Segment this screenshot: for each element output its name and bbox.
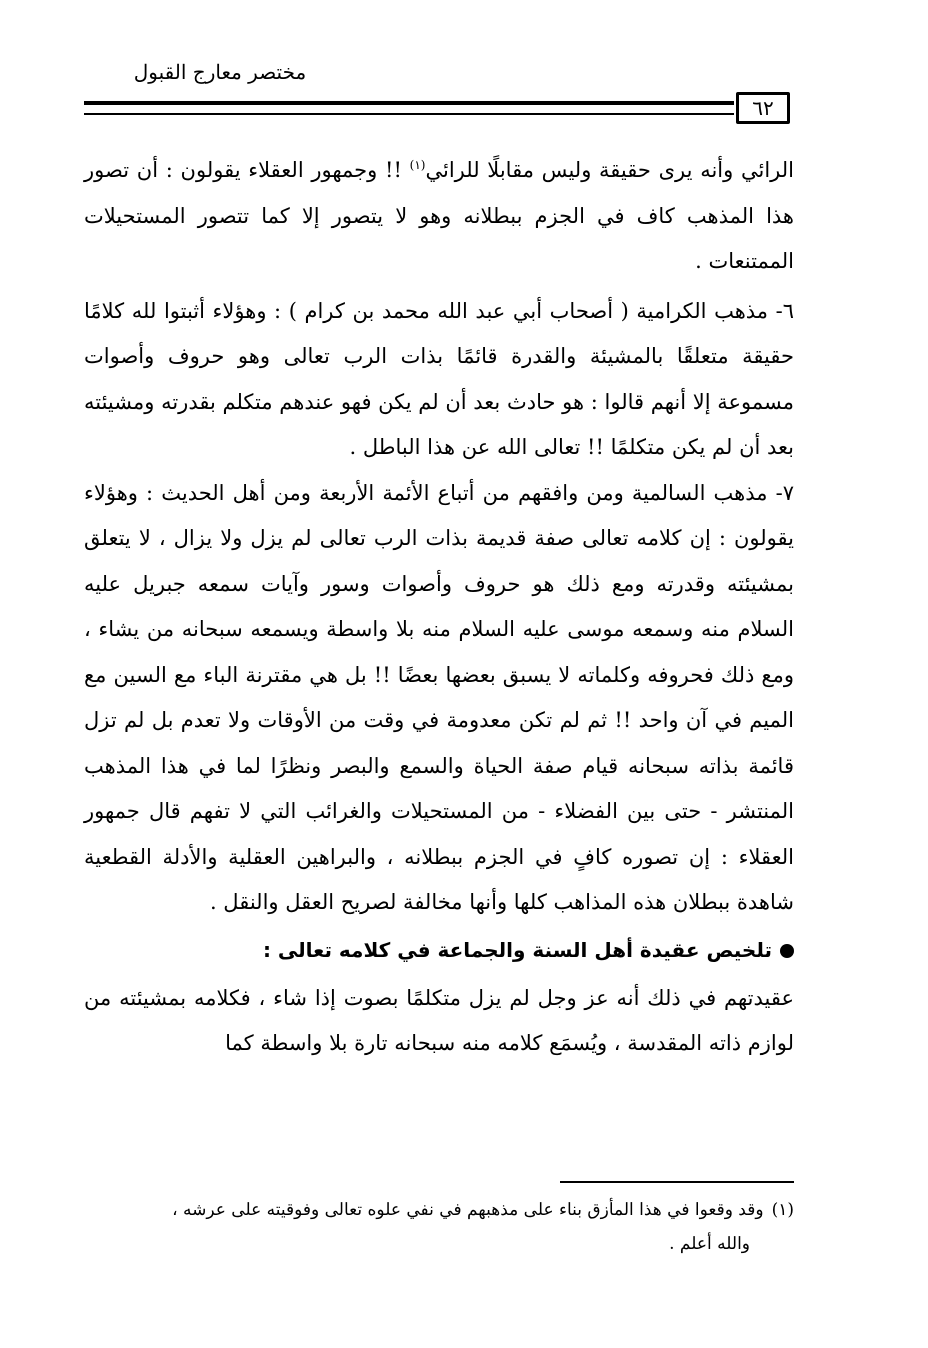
page-number: ٦٢ <box>736 92 790 124</box>
header-rule-thick <box>84 101 734 105</box>
paragraph-1 <box>84 148 794 285</box>
footnote-line-2: والله أعلم . <box>669 1234 750 1254</box>
running-title: مختصر معارج القبول <box>133 60 307 84</box>
header-rule-thin <box>84 113 734 115</box>
footnote-marker: (١) <box>771 1200 794 1220</box>
footnote-line-1 <box>84 1193 794 1227</box>
footnote-reference: (١) <box>409 158 426 172</box>
paragraph-salimiyya: ٧- مذهب السالمية ومن وافقهم من أتباع الأئمة الأربعة ومن أهل الحديث : وهؤلاء يقولون : إن كلامه تعالى صفة قديمة بذات الرب تعالى لم يزل ولا يزال ، لا يتعلق بمشيئته وقدرته ومع ذلك هو حروف وأصوات وسور وآيات سمعه جبريل عليه السلام منه وسمعه موسى عليه السلام منه بلا واسطة ويسمعه سبحانه من يشاء ، ومع ذلك فحروفه وكلماته لا يسبق بعضها بعضًا !! بل هي مقترنة الباء مع السين مع الميم في آن واحد !! ثم لم تكن معدومة في وقت من الأوقات ولا تعدم بل لم تزل قائمة بذاته سبحانه قيام صفة الحياة والسمع والبصر ونظرًا لما في هذا المذهب المنتشر - حتى بين الفضلاء - من المستحيلات والغرائب التي لا تفهم قال جمهور العقلاء : إن تصوره كافٍ في الجزم ببطلانه ، والبراهين العقلية والأدلة القطعية شاهدة ببطلان هذه المذاهب كلها وأنها مخالفة لصريح العقل والنقل . <box>84 480 794 914</box>
paragraph-summary: عقيدتهم في ذلك أنه عز وجل لم يزل متكلمًا بصوت إذا شاء ، فكلامه بمشيئته من لوازم ذاته المقدسة ، ويُسمَع كلامه منه سبحانه تارة بلا واسطة كما <box>84 985 794 1055</box>
bullet-icon <box>780 944 794 958</box>
footnote-separator <box>560 1181 794 1183</box>
section-heading-text: تلخيص عقيدة أهل السنة والجماعة في كلامه تعالى : <box>262 937 772 962</box>
paragraph-1-rest: !! وجمهور العقلاء يقولون : أن تصور هذا المذهب كاف في الجزم ببطلانه وهو لا يتصور إلا كما تتصور المستحيلات الممتنعات . <box>84 158 794 273</box>
paragraph-1-start: الرائي وأنه يرى حقيقة وليس مقابلًا للرائي <box>425 158 794 182</box>
paragraph-karramiyya: ٦- مذهب الكرامية ( أصحاب أبي عبد الله محمد بن كرام ) : وهؤلاء أثبتوا لله كلامًا حقيقة متعلقًا بالمشيئة والقدرة قائمًا بذات الرب تعالى وهو حروف وأصوات مسموعة إلا أنهم قالوا : هو حادث بعد أن لم يكن فهو عندهم متكلم بقدرته ومشيئته بعد أن لم يكن متكلمًا !! تعالى الله عن هذا الباطل . <box>84 298 794 459</box>
footnote-text-1: وقد وقعوا في هذا المأزق بناء على مذهبهم في نفي علوه تعالى وفوقيته على عرشه ، <box>172 1200 764 1220</box>
main-text <box>84 148 794 1067</box>
footnote <box>84 1193 794 1261</box>
section-heading <box>84 928 794 972</box>
